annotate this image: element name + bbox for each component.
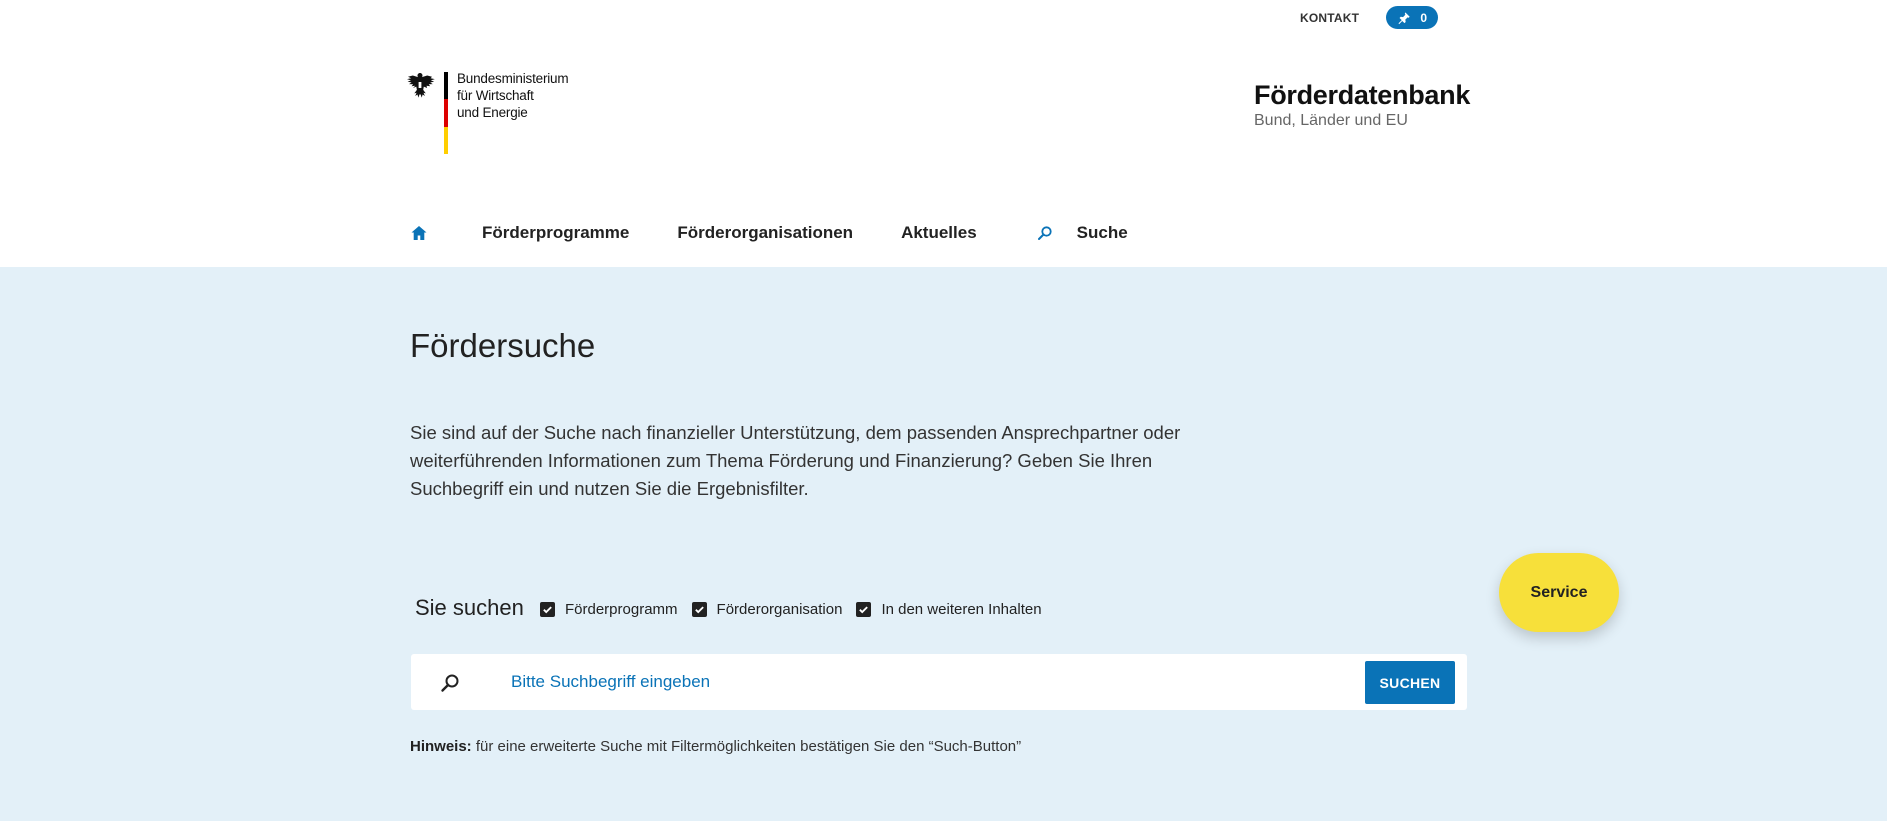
service-button[interactable]: Service [1499, 553, 1619, 632]
main-navigation [410, 218, 1176, 248]
checkbox-label: Förderorganisation [716, 601, 843, 618]
checkbox-foerderorganisation[interactable] [692, 601, 843, 618]
brand-subtitle: Bund, Länder und EU [1254, 112, 1408, 129]
page-title: Fördersuche [410, 327, 596, 364]
nav-item-foerderprogramme[interactable]: Förderprogramme [482, 223, 630, 242]
checkbox-label: In den weiteren Inhalten [881, 601, 1042, 618]
checkbox-label: Förderprogramm [565, 601, 678, 618]
checkbox-foerderprogramm[interactable] [540, 601, 678, 618]
search-bar [411, 654, 1467, 710]
hint-text: für eine erweiterte Suche mit Filtermöglichkeiten bestätigen Sie den “Such-Button” [471, 738, 1022, 755]
search-scope-label: Sie suchen [415, 595, 524, 620]
brand-title: Förderdatenbank [1254, 80, 1471, 110]
home-icon[interactable] [410, 224, 428, 242]
search-icon [1037, 225, 1053, 241]
search-section [0, 267, 1887, 821]
flag-stripes [444, 72, 448, 154]
checkbox-weitere-inhalte[interactable] [856, 601, 1041, 618]
search-hint [410, 738, 1021, 755]
check-icon [858, 604, 869, 615]
nav-item-foerderorganisationen[interactable]: Förderorganisationen [677, 223, 854, 242]
search-input[interactable] [511, 668, 1211, 696]
brand-link[interactable] [1254, 80, 1470, 130]
merkliste-count: 0 [1420, 10, 1428, 25]
merkliste-button[interactable] [1386, 6, 1438, 29]
ministry-name: Bundesministerium für Wirtschaft und Energie [457, 71, 569, 120]
search-icon [440, 673, 460, 693]
check-icon [694, 604, 705, 615]
checkbox-checked[interactable] [692, 602, 707, 617]
meta-navigation [1300, 6, 1438, 29]
hint-label: Hinweis: [410, 738, 472, 755]
site-header [0, 0, 1887, 267]
ministry-logo[interactable] [404, 70, 594, 156]
kontakt-link[interactable]: KONTAKT [1300, 10, 1360, 25]
nav-item-suche-label: Suche [1076, 223, 1128, 242]
nav-item-aktuelles[interactable]: Aktuelles [901, 223, 977, 242]
checkbox-checked[interactable] [856, 602, 871, 617]
check-icon [542, 604, 553, 615]
nav-item-suche[interactable] [1037, 223, 1176, 243]
search-scope-options [540, 601, 1056, 618]
checkbox-checked[interactable] [540, 602, 555, 617]
search-submit-button[interactable]: SUCHEN [1365, 661, 1455, 704]
federal-eagle-icon [404, 70, 436, 102]
pin-icon [1397, 11, 1411, 25]
intro-text: Sie sind auf der Suche nach finanzieller Unterstützung, dem passenden Ansprechpartner oder weiterführenden Informationen zum Thema Förderung und Finanzierung? Geben Sie Ihren Suchbegriff ein und nutzen Sie die Ergebnisfilter. [410, 422, 1181, 499]
